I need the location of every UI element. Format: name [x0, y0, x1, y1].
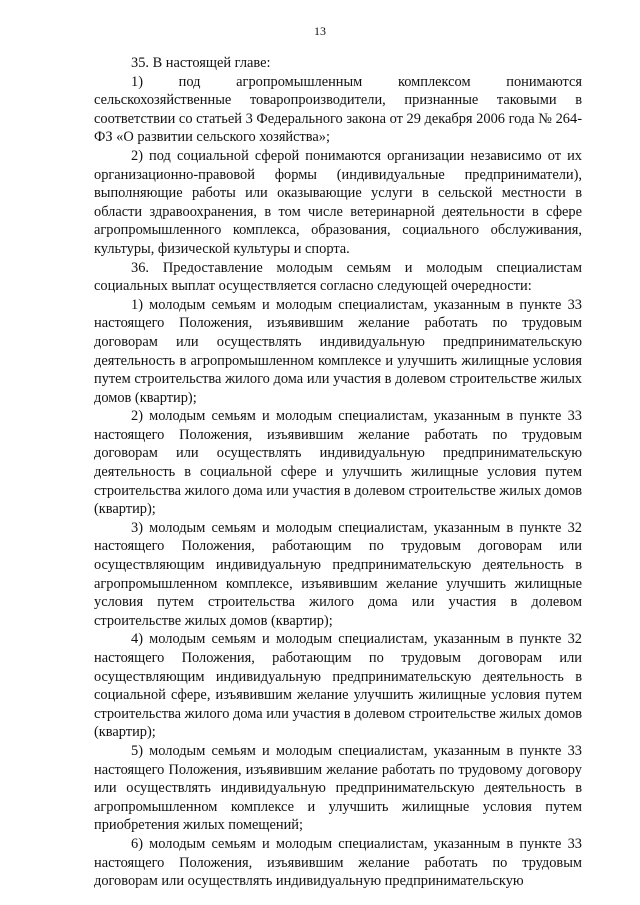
paragraph-35-intro: 35. В настоящей главе: [131, 55, 271, 71]
paragraph-36-item-2: 2) молодым семьям и молодым специалистам, указанным в пункте 33 настоящего Положения, изъявившим желание работать по трудовым договорам или осуществлять индивидуальную предпринимательскую деятельность в социальной сфере и улучшить жилищные условия путем строительства жилого дома или участия в долевом строительстве жилых домов (квартир); [94, 408, 582, 518]
paragraph-36-intro: 36. Предоставление молодым семьям и молодым специалистам социальных выплат осуществляется согласно следующей очередности: [94, 259, 582, 295]
document-body [94, 54, 582, 891]
paragraph-36-item-6: 6) молодым семьям и молодым специалистам, указанным в пункте 33 настоящего Положения, изъявившим желание работать по трудовым договорам или осуществлять индивидуальную предпринимательскую [94, 835, 582, 890]
paragraph-36-item-1: 1) молодым семьям и молодым специалистам, указанным в пункте 33 настоящего Положения, изъявившим желание работать по трудовым договорам или осуществлять индивидуальную предпринимательскую деятельность в агропромышленном комплексе и улучшить жилищные условия путем строительства жилого дома или участия в долевом строительстве жилых домов (квартир); [94, 296, 582, 406]
paragraph-35-item-2: 2) под социальной сферой понимаются организации независимо от их организационно-правовой формы (индивидуальные предприниматели), выполняющие работы или оказывающие услуги в сельской местности в области здравоохранения, в том числе ветеринарной деятельности в сфере агропромышленного комплекса, образования, социального обслуживания, культуры, физической культуры и спорта. [94, 147, 582, 257]
paragraph-35-item-1: 1) под агропромышленным комплексом понимаются сельскохозяйственные товаропроизводители, признанные таковыми в соответствии со статьей 3 Федерального закона от 29 декабря 2006 года № 264-ФЗ «О развитии сельского хозяйства»; [94, 73, 582, 146]
paragraph-36-item-3: 3) молодым семьям и молодым специалистам, указанным в пункте 32 настоящего Положения, работающим по трудовым договорам или осуществляющим индивидуальную предпринимательскую деятельность в агропромышленном комплексе, изъявившим желание улучшить жилищные условия путем строительства жилого дома или участия в долевом строительстве жилых домов (квартир); [94, 519, 582, 629]
paragraph-36-item-5: 5) молодым семьям и молодым специалистам, указанным в пункте 33 настоящего Положения, изъявившим желание работать по трудовому договору или осуществлять индивидуальную предпринимательскую деятельность в агропромышленном комплексе и улучшить жилищные условия путем приобретения жилых помещений; [94, 742, 582, 834]
paragraph-36-item-4: 4) молодым семьям и молодым специалистам, указанным в пункте 32 настоящего Положения, работающим по трудовым договорам или осуществляющим индивидуальную предпринимательскую деятельность в социальной сфере, изъявившим желание улучшить жилищные условия путем строительства жилого дома или участия в долевом строительстве жилых домов (квартир); [94, 631, 582, 741]
page-number: 13 [314, 24, 326, 38]
